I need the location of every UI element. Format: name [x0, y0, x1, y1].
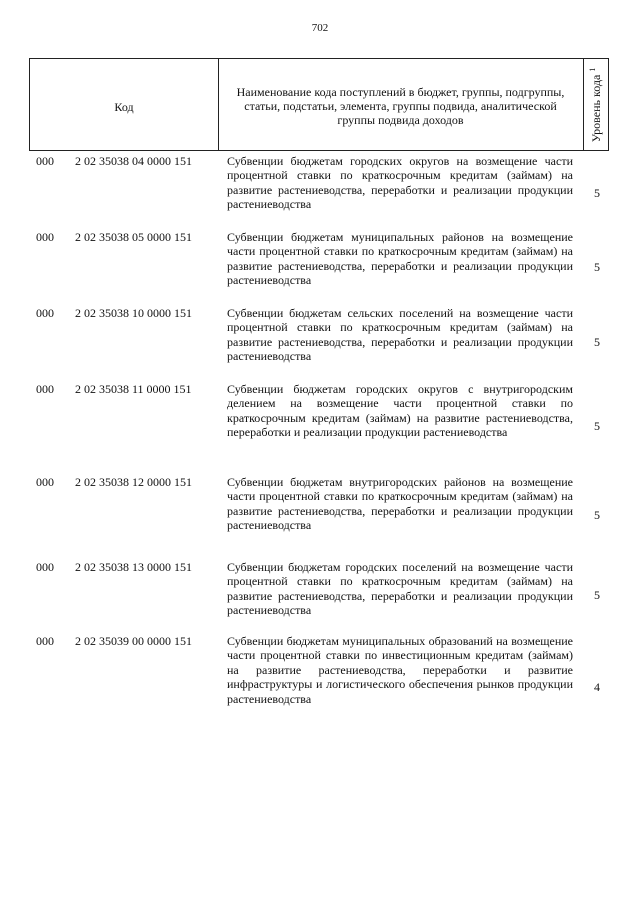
table-row — [29, 230, 609, 306]
table-header — [29, 58, 609, 151]
header-level-footnote: 1 — [587, 67, 597, 72]
row-description: Субвенции бюджетам сельских поселений на возмещение части процентной ставки по краткосрочным кредитам (займам) на развитие растениеводства, переработки и реализации продукции растениеводства — [227, 306, 573, 364]
row-description: Субвенции бюджетам городских округов с внутригородским делением на возмещение части процентной ставки по краткосрочным кредитам (займам) на развитие растениеводства, переработки и реализации продукции растениеводства — [227, 382, 573, 440]
row-level: 5 — [594, 508, 600, 522]
header-level-text: Уровень кода — [588, 74, 603, 142]
row-description: Субвенции бюджетам городских поселений на возмещение части процентной ставки по краткосрочным кредитам (займам) на развитие растениеводства, переработки и реализации продукции растениеводства — [227, 560, 573, 618]
row-level: 5 — [594, 335, 600, 349]
row-code: 2 02 35038 13 0000 151 — [75, 560, 192, 574]
table-row — [29, 306, 609, 382]
header-code-label: Код — [114, 100, 134, 114]
row-admin-code: 000 — [36, 306, 54, 320]
header-code-cell — [30, 59, 219, 150]
row-description: Субвенции бюджетам внутригородских районов на возмещение части процентной ставки по краткосрочным кредитам (займам) на развитие растениеводства, переработки и реализации продукции растениеводства — [227, 475, 573, 533]
row-admin-code: 000 — [36, 230, 54, 244]
table-row — [29, 382, 609, 475]
row-admin-code: 000 — [36, 475, 54, 489]
table-row — [29, 560, 609, 634]
table-row — [29, 634, 609, 734]
row-code: 2 02 35038 11 0000 151 — [75, 382, 192, 396]
row-admin-code: 000 — [36, 382, 54, 396]
row-admin-code: 000 — [36, 154, 54, 168]
header-level-cell — [583, 59, 608, 150]
table-row — [29, 154, 609, 230]
row-admin-code: 000 — [36, 560, 54, 574]
row-code: 2 02 35038 12 0000 151 — [75, 475, 192, 489]
row-code: 2 02 35038 04 0000 151 — [75, 154, 192, 168]
row-code: 2 02 35039 00 0000 151 — [75, 634, 192, 648]
row-level: 5 — [594, 260, 600, 274]
row-description: Субвенции бюджетам муниципальных образований на возмещение части процентной ставки по инвестиционным кредитам (займам) на развитие растениеводства, переработки и развитие инфраструктуры и логистического обеспечения рынков продукции растениеводства — [227, 634, 573, 706]
table-body — [29, 151, 609, 731]
row-level: 5 — [594, 588, 600, 602]
row-description: Субвенции бюджетам городских округов на возмещение части процентной ставки по краткосрочным кредитам (займам) на развитие растениеводства, переработки и реализации продукции растениеводства — [227, 154, 573, 212]
header-name-cell — [218, 59, 584, 150]
row-level: 4 — [594, 680, 600, 694]
row-admin-code: 000 — [36, 634, 54, 648]
row-code: 2 02 35038 05 0000 151 — [75, 230, 192, 244]
row-code: 2 02 35038 10 0000 151 — [75, 306, 192, 320]
page-number: 702 — [311, 22, 329, 34]
table-row — [29, 475, 609, 560]
row-level: 5 — [594, 419, 600, 433]
header-name-label: Наименование кода поступлений в бюджет, группы, подгруппы, статьи, подстатьи, элемента, группы подвида, аналитической группы подвида доходов — [236, 85, 565, 127]
row-level: 5 — [594, 186, 600, 200]
row-description: Субвенции бюджетам муниципальных районов на возмещение части процентной ставки по краткосрочным кредитам (займам) на развитие растениеводства, переработки и реализации продукции растениеводства — [227, 230, 573, 288]
header-level-label — [588, 67, 604, 142]
